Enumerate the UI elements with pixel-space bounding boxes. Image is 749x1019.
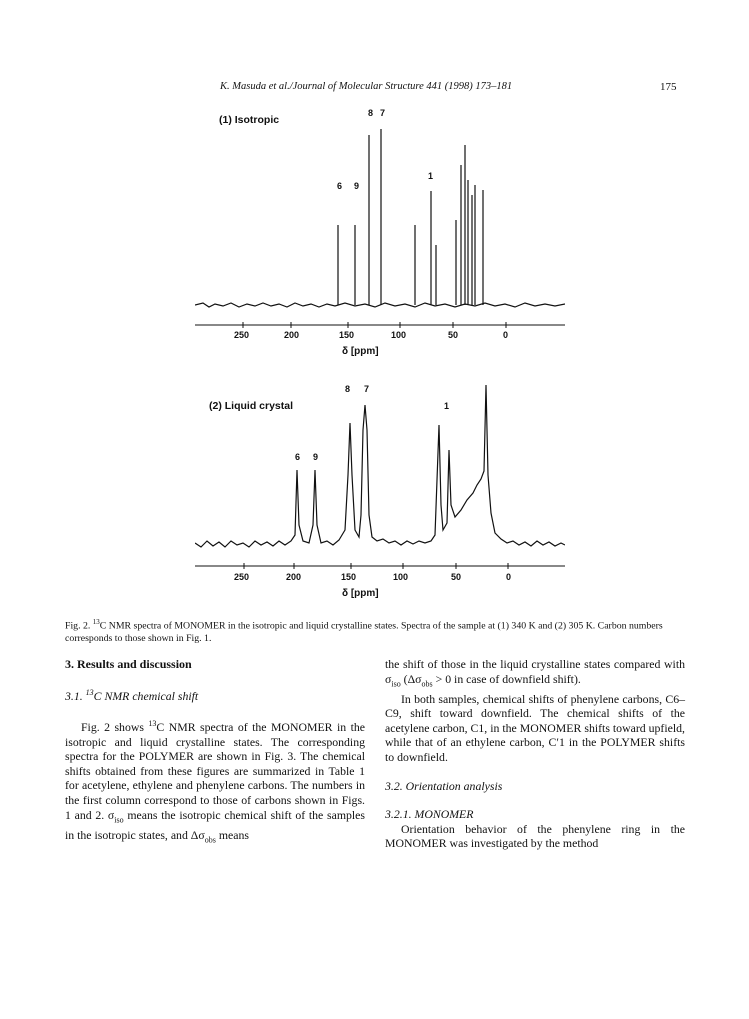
spectrum1-title: (1) Isotropic [219,114,280,126]
spectrum2-tick-100: 100 [393,572,409,582]
page-number: 175 [660,81,677,93]
spectrum2-peak-1: 1 [444,401,450,411]
right-paragraph-2: In both samples, chemical shifts of phenylene carbons, C6–C9, shift toward downfield. The chemical shifts of the acetylene carbon, C1, in the MONOMER shifts toward upfield, while that of an ethylene carbon, C′1 in the POLYMER shifts to downfield. [385,691,685,764]
spectrum1-plot [195,125,565,337]
right-paragraph-1: the shift of those in the liquid crystalline states compared with $\sigma_{iso}$ ($\Delta\sigma_{obs} > 0$ in case of downfield shift). [385,657,685,688]
spectrum2-peak-9: 9 [313,452,319,462]
spectrum2-trace [195,385,565,547]
spectrum1-peak-1: 1 [428,171,434,181]
figure-caption [65,616,685,645]
spectrum1-baseline [195,303,565,307]
spectrum1-peak-7: 7 [380,108,386,118]
subsection-heading-321: 3.2.1. MONOMER [385,807,474,822]
right-paragraph-3: Orientation behavior of the phenylene ring in the MONOMER was investigated by the method [385,821,685,851]
spectrum1-peak-9: 9 [354,181,360,191]
spectrum2-peak-8: 8 [345,384,351,394]
spectrum2-peak-6: 6 [295,452,301,462]
spectrum1-tick-200: 200 [284,330,300,340]
spectrum2-tick-50: 50 [451,572,462,582]
caption-sup: 13 [92,618,100,626]
spectrum1-peak-6: 6 [337,181,343,191]
spectrum1-peak-8: 8 [368,108,374,118]
spectrum2-tick-150: 150 [341,572,357,582]
spectrum2-tick-250: 250 [234,572,250,582]
left-paragraph-1: Fig. 2 shows $^{13}$C NMR spectra of the MONOMER in the isotropic and liquid crystalline states. The corresponding spectra for the POLYMER are shown in Fig. 3. The chemical shifts obtained from these figures are summarized in Table 1 for acetylene, ethylene and phenylene carbons. The numbers in the first column correspond to those of carbons shown in Figs. 1 and 2. $\sigma_{iso}$ means the isotropic chemical shift of the samples in the isotropic states, and $\Delta\sigma_{obs}$ means [65,719,366,844]
spectrum1-tick-0: 0 [503,330,509,340]
spectrum2-tick-0: 0 [506,572,512,582]
spectrum2-tick-200: 200 [286,572,302,582]
section-heading: 3. Results and discussion [65,657,192,671]
spectrum1-tick-250: 250 [234,330,250,340]
caption-text: C NMR spectra of MONOMER in the isotropic and liquid crystalline states. Spectra of the sample at (1) 340 K and (2) 305 K. Carbon numbers corresponds to those shown in Fig. 1. [65,620,663,645]
left-column [65,657,365,848]
spectrum1-tick-100: 100 [391,330,407,340]
running-head: K. Masuda et al./Journal of Molecular Structure 441 (1998) 173–181 [220,81,513,92]
spectrum2-title: (2) Liquid crystal [209,400,294,412]
caption-lead: Fig. 2. [65,620,93,632]
spectrum1-tick-50: 50 [448,330,459,340]
spectrum2-peak-7: 7 [364,384,370,394]
subsection-heading-32: 3.2. Orientation analysis [385,778,503,793]
spectrum1-tick-150: 150 [339,330,355,340]
right-column [385,657,685,851]
spectrum1-axis-label: δ [ppm] [342,346,379,357]
spectrum2-plot [195,375,565,580]
subsection-heading: 3.1. $^{13}$C NMR chemical shift [65,687,199,703]
spectrum2-axis-label: δ [ppm] [342,588,379,599]
